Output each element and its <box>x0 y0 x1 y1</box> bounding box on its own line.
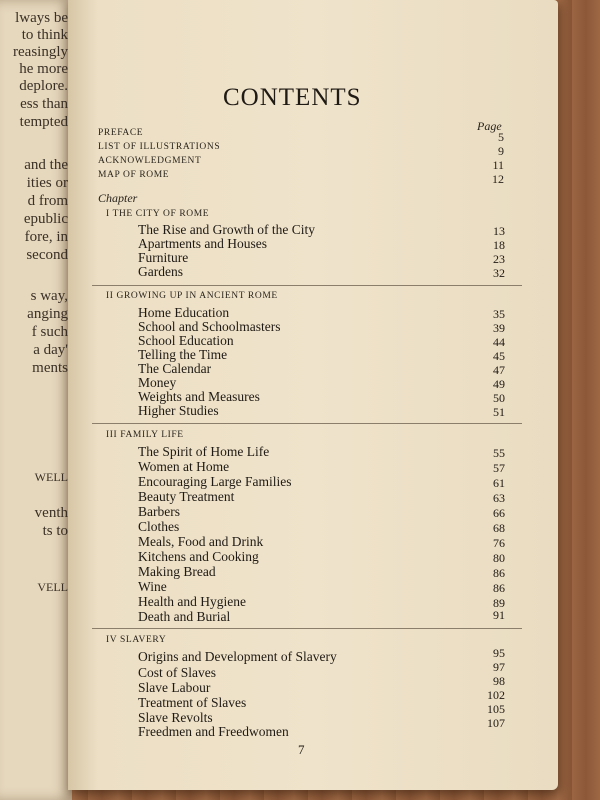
toc-page-number: 51 <box>493 405 505 419</box>
left-page-text: lways be <box>15 10 68 26</box>
left-page-text: anging <box>27 306 68 322</box>
left-page-text: tempted <box>19 114 68 130</box>
divider <box>92 423 522 424</box>
left-page-text: a day' <box>33 342 68 358</box>
toc-entry: Making Bread <box>138 564 216 579</box>
left-page-text: d from <box>27 193 68 209</box>
toc-page-number: 13 <box>493 224 505 238</box>
divider <box>92 285 522 286</box>
left-page-text: s way, <box>30 288 68 304</box>
toc-entry: Money <box>138 375 177 390</box>
toc-page-number: 97 <box>493 660 505 674</box>
toc-entry: Cost of Slaves <box>138 665 217 680</box>
toc-page-number: 95 <box>493 646 505 660</box>
toc-page-number: 86 <box>493 566 505 580</box>
toc-entry: School Education <box>138 333 234 348</box>
toc-entry: Death and Burial <box>138 609 231 624</box>
toc-page-number: 66 <box>493 506 505 520</box>
toc-entry: Weights and Measures <box>138 389 260 404</box>
left-page-text: ess than <box>20 96 68 112</box>
toc-entry: Clothes <box>138 519 180 534</box>
toc-page-number: 86 <box>493 581 505 595</box>
left-page-text: VELL <box>37 580 68 594</box>
toc-page-number: 63 <box>493 491 505 505</box>
toc-page-number: 18 <box>493 238 505 252</box>
front-matter-page: 11 <box>492 158 504 172</box>
toc-page-number: 57 <box>493 461 505 475</box>
toc-page-number: 91 <box>493 608 505 622</box>
toc-entry: School and Schoolmasters <box>138 319 281 334</box>
toc-entry: Telling the Time <box>138 347 228 362</box>
left-page-text: to think <box>21 27 68 43</box>
toc-page-number: 98 <box>493 674 505 688</box>
page-folio: 7 <box>298 742 305 757</box>
toc-page-number: 50 <box>493 391 505 405</box>
toc-entry: Freedmen and Freedwomen <box>138 724 289 739</box>
toc-page-number: 102 <box>487 688 505 702</box>
toc-entry: Beauty Treatment <box>138 489 235 504</box>
toc-page-number: 55 <box>493 446 505 460</box>
toc-entry: Slave Revolts <box>138 710 213 725</box>
toc-page-number: 47 <box>493 363 505 377</box>
toc-page-number: 49 <box>493 377 505 391</box>
toc-page-number: 68 <box>493 521 505 535</box>
toc-entry: Treatment of Slaves <box>138 695 247 710</box>
left-page-text: ments <box>32 360 68 376</box>
front-matter-item: LIST OF ILLUSTRATIONS <box>98 142 221 152</box>
toc-page-number: 89 <box>493 596 505 610</box>
page-column-header: Page <box>477 119 502 133</box>
front-matter-item: ACKNOWLEDGMENT <box>98 156 202 166</box>
chapter-heading: III FAMILY LIFE <box>106 430 184 440</box>
toc-page-number: 23 <box>493 252 505 266</box>
toc-page-number: 39 <box>493 321 505 335</box>
front-matter-item: MAP OF ROME <box>98 170 170 180</box>
toc-entry: Furniture <box>138 250 189 265</box>
toc-entry: Higher Studies <box>138 403 219 418</box>
front-matter-page: 9 <box>498 144 504 158</box>
toc-entry: Home Education <box>138 305 230 320</box>
chapter-heading: I THE CITY OF ROME <box>106 209 210 219</box>
left-page-text: fore, in <box>24 229 68 245</box>
toc-page-number: 80 <box>493 551 505 565</box>
toc-page-number: 107 <box>487 716 505 730</box>
toc-page-number: 61 <box>493 476 505 490</box>
left-page-text: second <box>26 247 68 263</box>
left-page-text: he more <box>19 61 68 77</box>
toc-entry: Women at Home <box>138 459 230 474</box>
toc-page-number: 32 <box>493 266 505 280</box>
toc-entry: Meals, Food and Drink <box>138 534 264 549</box>
toc-entry: Apartments and Houses <box>138 236 267 251</box>
page-title: CONTENTS <box>223 84 362 111</box>
left-page-text: ts to <box>42 523 68 539</box>
toc-entry: The Rise and Growth of the City <box>138 222 315 237</box>
toc-page-number: 35 <box>493 307 505 321</box>
left-page <box>0 0 72 800</box>
left-page-text: WELL <box>34 470 68 484</box>
toc-entry: Kitchens and Cooking <box>138 549 259 564</box>
left-page-text: f such <box>31 324 68 340</box>
toc-entry: Barbers <box>138 504 180 519</box>
left-page-text: and the <box>24 157 68 173</box>
toc-page-number: 45 <box>493 349 505 363</box>
toc-page-number: 105 <box>487 702 505 716</box>
toc-page-number: 76 <box>493 536 505 550</box>
front-matter-page: 5 <box>498 130 504 144</box>
contents-page <box>68 0 558 790</box>
chapter-column-label: Chapter <box>98 191 138 205</box>
left-page-text: ities or <box>26 175 68 191</box>
toc-entry: Health and Hygiene <box>138 594 246 609</box>
toc-entry: The Spirit of Home Life <box>138 444 270 459</box>
toc-entry: Origins and Development of Slavery <box>138 649 337 664</box>
left-page-text: epublic <box>23 211 68 227</box>
toc-entry: Wine <box>138 579 167 594</box>
front-matter-page: 12 <box>492 172 504 186</box>
toc-entry: The Calendar <box>138 361 212 376</box>
toc-page-number: 44 <box>493 335 505 349</box>
left-page-text: deplore. <box>19 78 68 94</box>
toc-entry: Slave Labour <box>138 680 211 695</box>
toc-entry: Encouraging Large Families <box>138 474 292 489</box>
divider <box>92 628 522 629</box>
toc-entry: Gardens <box>138 264 183 279</box>
left-page-text: reasingly <box>13 44 68 60</box>
chapter-heading: II GROWING UP IN ANCIENT ROME <box>106 291 278 301</box>
front-matter-item: PREFACE <box>98 128 144 138</box>
chapter-heading: IV SLAVERY <box>106 635 167 645</box>
left-page-text: venth <box>34 505 68 521</box>
